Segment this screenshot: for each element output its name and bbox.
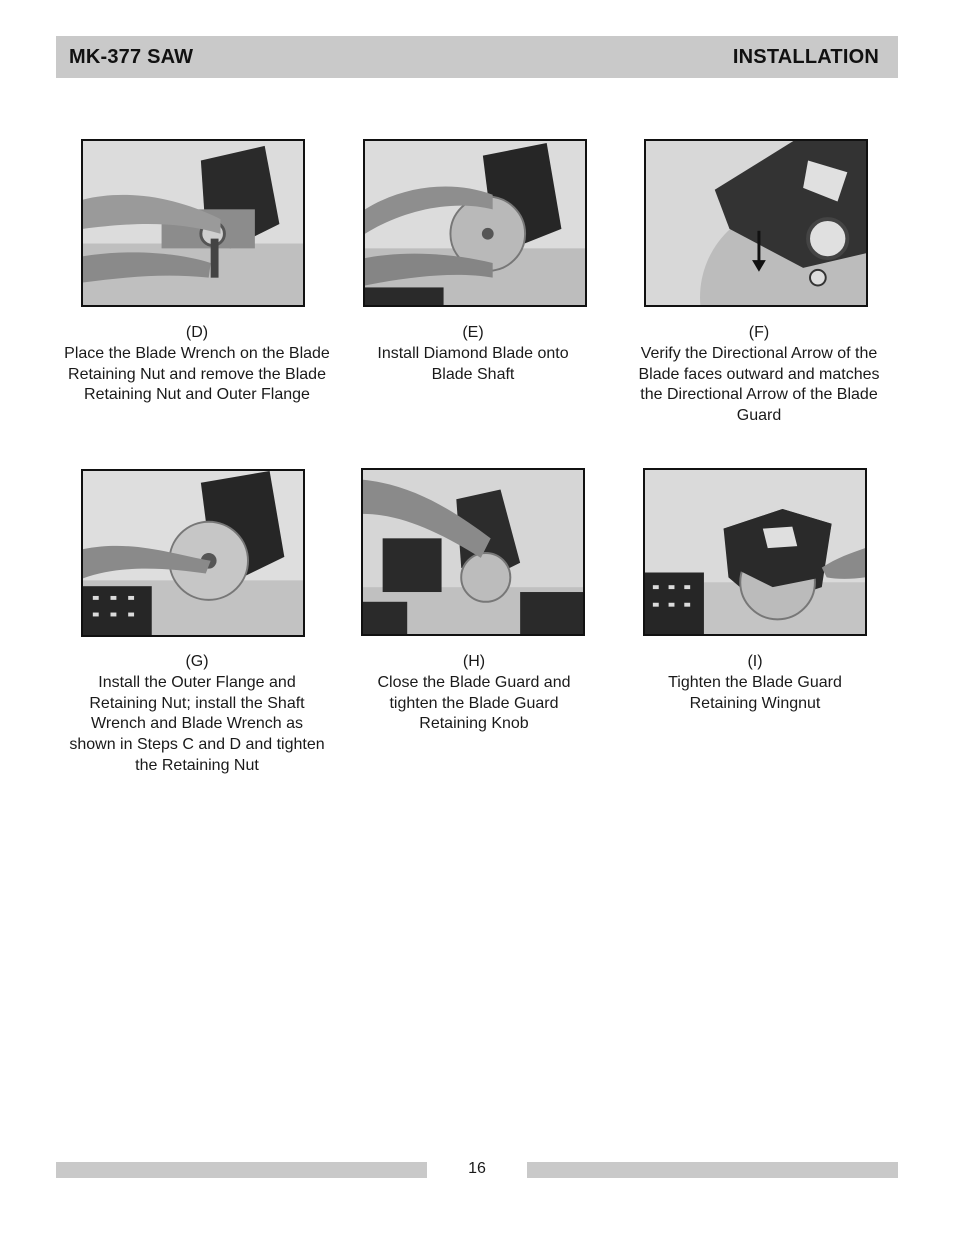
step-e-label: (E) bbox=[462, 324, 484, 341]
product-title: MK-377 SAW bbox=[69, 46, 194, 68]
section-title: INSTALLATION bbox=[732, 46, 879, 68]
step-h-text: Close the Blade Guard and tighten the Blade Guard Retaining Knob bbox=[377, 673, 571, 733]
step-g-text: Install the Outer Flange and Retaining Nut; install the Shaft Wrench and Blade Wrench as shown in Steps C and D and tighten the Retaining Nut bbox=[69, 673, 325, 774]
step-h-caption bbox=[359, 652, 589, 735]
footer-bar-right bbox=[527, 1162, 898, 1178]
step-i-photo bbox=[643, 468, 867, 636]
step-g-caption bbox=[66, 652, 328, 777]
step-d-photo bbox=[81, 139, 305, 307]
step-i-caption bbox=[640, 652, 870, 714]
step-h-photo bbox=[361, 468, 585, 636]
step-e-caption bbox=[355, 323, 591, 385]
step-i-text: Tighten the Blade Guard Retaining Wingnut bbox=[668, 673, 842, 712]
step-f-caption bbox=[628, 323, 890, 427]
step-h-label: (H) bbox=[462, 653, 486, 670]
step-f-text: Verify the Directional Arrow of the Blade faces outward and matches the Directional Arrow of the Blade Guard bbox=[638, 344, 880, 425]
step-f-photo bbox=[644, 139, 868, 307]
footer-bar-left bbox=[56, 1162, 427, 1178]
step-d-text: Place the Blade Wrench on the Blade Retaining Nut and remove the Blade Retaining Nut and Outer Flange bbox=[64, 344, 330, 404]
step-e-text: Install Diamond Blade onto Blade Shaft bbox=[377, 344, 569, 383]
page-header bbox=[56, 36, 898, 78]
step-f-label: (F) bbox=[748, 324, 770, 341]
step-d-caption bbox=[62, 323, 332, 406]
step-i-label: (I) bbox=[747, 653, 763, 670]
step-e-photo bbox=[363, 139, 587, 307]
step-g-photo bbox=[81, 469, 305, 637]
page-number: 16 bbox=[468, 1160, 486, 1177]
step-g-label: (G) bbox=[185, 653, 209, 670]
step-d-label: (D) bbox=[185, 324, 209, 341]
